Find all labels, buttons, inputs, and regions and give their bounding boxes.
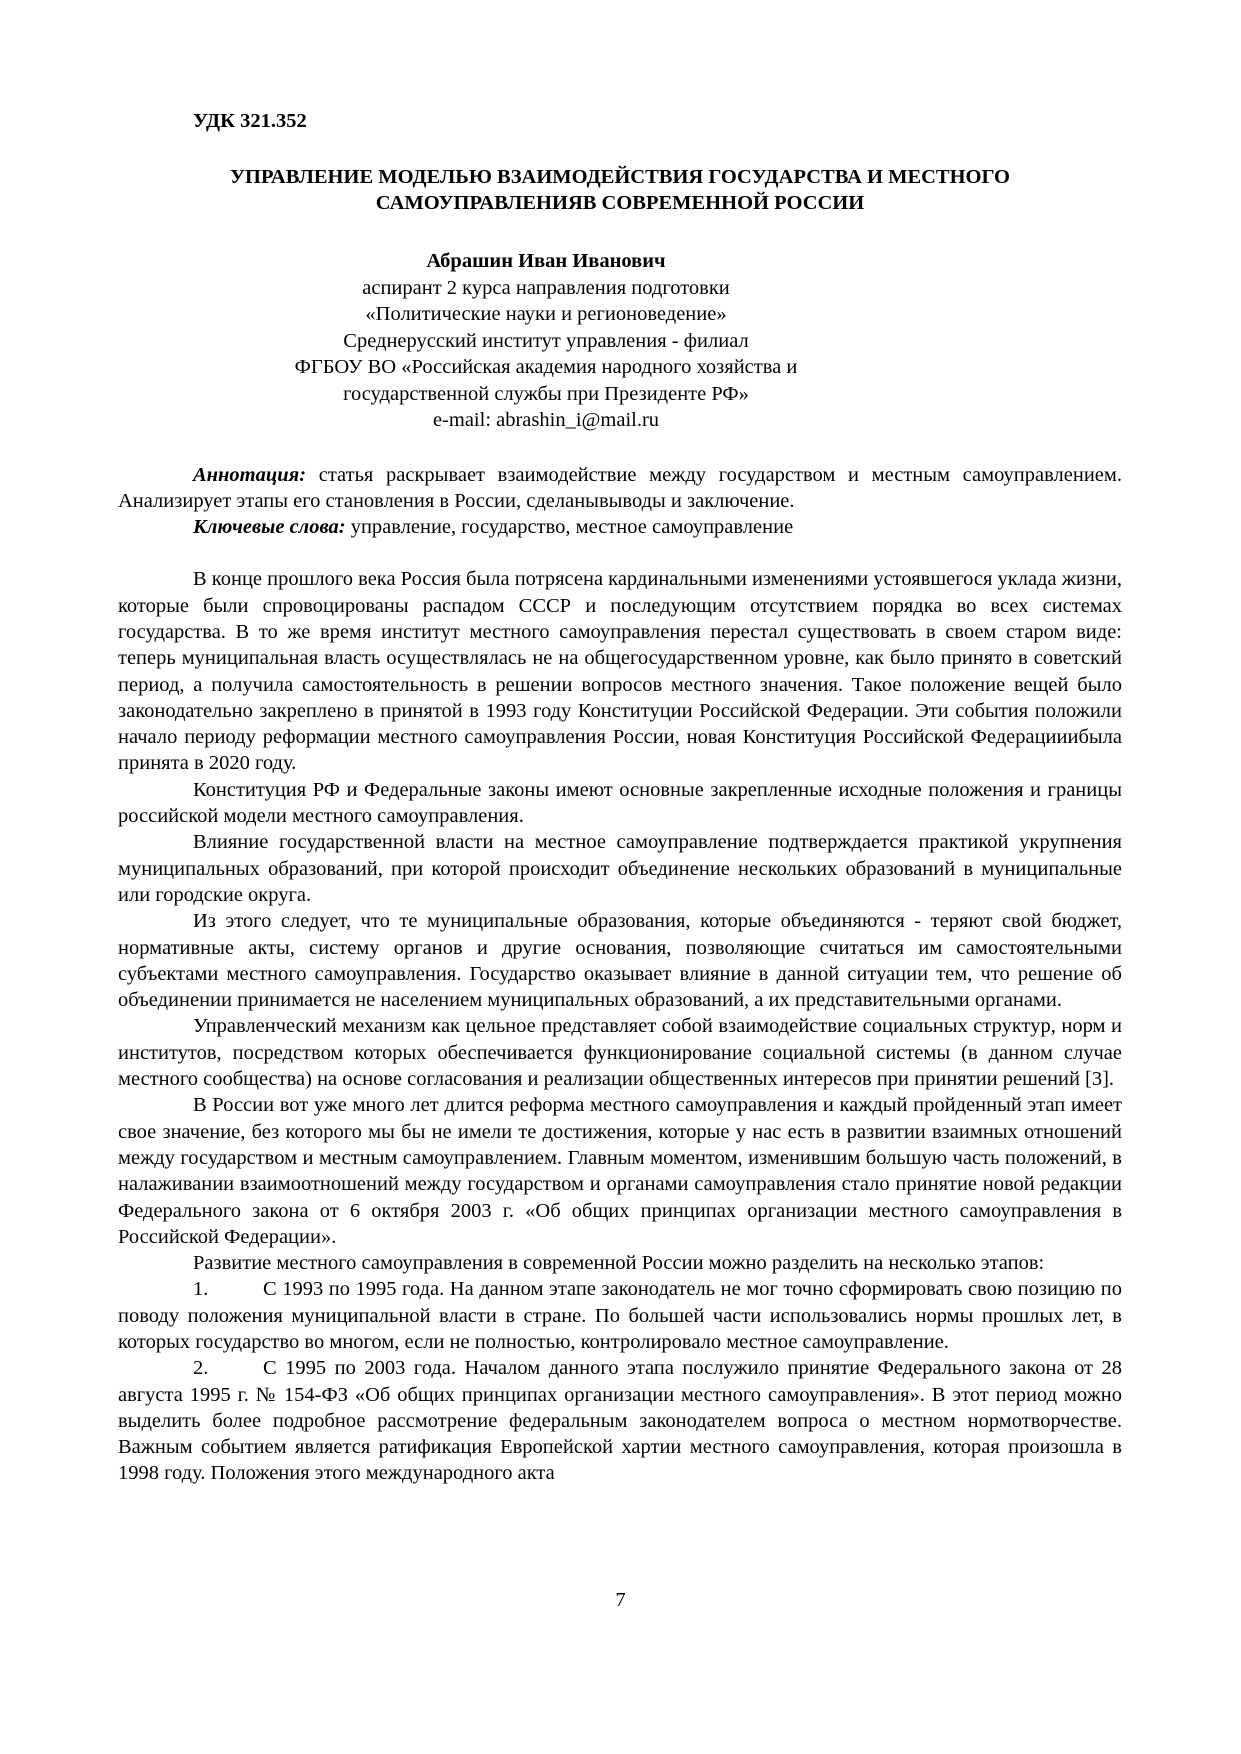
author-email: e-mail: abrashin_i@mail.ru [432,409,660,431]
title-line-1: УПРАВЛЕНИЕ МОДЕЛЬЮ ВЗАИМОДЕЙСТВИЯ ГОСУДАРСТВА И МЕСТНОГО [230,166,1010,188]
body-paragraph: Из этого следует, что те муниципальные образования, которые объединяются - теряют свой бюджет, нормативные акты, систему органов и другие основания, позволяющие считаться им самостоятельными субъектами местного самоуправления. Государство оказывает влияние в данной ситуации тем, что решение об объединении принимается не населением муниципальных образований, а их представительными органами. [118,910,1122,1012]
body-paragraph: Влияние государственной власти на местное самоуправление подтверждается практикой укрупнения муниципальных образований, при которой происходит объединение нескольких образований в муниципальные или городские округа. [118,831,1122,906]
keywords-text: управление, государство, местное самоуправление [345,516,794,539]
list-item-number: 2. [193,1357,209,1380]
keywords [118,514,1122,540]
body-paragraph: Развитие местного самоуправления в современной России можно разделить на несколько этапов: [193,1252,1045,1275]
keywords-label: Ключевые слова: [193,516,346,539]
author-name: Абрашин Иван Иванович [426,250,666,272]
udk-code: УДК 321.352 [193,110,307,132]
list-item-number: 1. [193,1278,209,1301]
author-block [266,248,826,434]
author-affiliation-line: государственной службы при Президенте РФ» [343,382,749,405]
title-line-2: САМОУПРАВЛЕНИЯВ СОВРЕМЕННОЙ РОССИИ [375,192,865,214]
list-item [118,1355,1122,1486]
body-paragraph: Конституция РФ и Федеральные законы имеют основные закрепленные исходные положения и границы российской модели местного самоуправления. [118,778,1122,828]
list-item-text: С 1995 по 2003 года. Началом данного этапа послужило принятие Федерального закона от 28 августа 1995 г. № 154-ФЗ «Об общих принципах организации местного самоуправления». В этот период можно выделить более подробное рассмотрение федеральным законодателем вопроса о местном нормотворчестве. Важным событием является ратификация Европейской хартии местного самоуправления, которая произошла в 1998 году. Положения этого международного акта [118,1357,1122,1485]
abstract-label: Аннотация: [193,463,307,486]
body-paragraph: В России вот уже много лет длится реформа местного самоуправления и каждый пройденный этап имеет свое значение, без которого мы бы не имели те достижения, которые у нас есть в развитии взаимных отношений между государством и местным самоуправлением. Главным моментом, изменившим большую часть положений, в налаживании взаимоотношений между государством и органами самоуправления стало принятие новой редакции Федерального закона от 6 октября 2003 г. «Об общих принципах организации местного самоуправления в Российской Федерации». [118,1094,1122,1248]
body-paragraph: Управленческий механизм как цельное представляет собой взаимодействие социальных структур, норм и институтов, посредством которых обеспечивается функционирование социальной системы (в данном случае местного сообщества) на основе согласования и реализации общественных интересов при принятии решений [3]. [118,1015,1122,1091]
page-number: 7 [615,1589,626,1611]
body-paragraph: В конце прошлого века Россия была потрясена кардинальными изменениями устоявшегося уклада жизни, которые были спровоцированы распадом СССР и последующим отсутствием порядка во всех системах государства. В то же время институт местного самоуправления перестал существовать в своем старом виде: теперь муниципальная власть осуществлялась не на общегосударственном уровне, как было принято в советский период, а получила самостоятельность в решении вопросов местного значения. Такое положение вещей было законодательно закреплено в принятой в 1993 году Конституции Российской Федерации. Эти события положили начало периоду реформации местного самоуправления России, новая Конституция Российской Федерацииибыла принята в 2020 году. [118,568,1123,775]
author-affiliation-line: «Политические науки и регионоведение» [365,303,727,325]
author-affiliation-line: аспирант 2 курса направления подготовки [362,276,730,299]
abstract-text: статья раскрывает взаимодействие между государством и местным самоуправлением. Анализирует этапы его становления в России, сделанывыводы и заключение. [118,463,1122,512]
list-item-text: С 1993 по 1995 года. На данном этапе законодатель не мог точно сформировать свою позицию по поводу положения муниципальной власти в стране. По большей части использовались нормы прошлых лет, в которых государство во многом, если не полностью, контролировало местное самоуправление. [118,1278,1122,1353]
author-affiliation-line: Среднерусский институт управления - филиал [343,329,749,352]
paper-page [118,108,1122,1487]
list-item [118,1276,1122,1355]
author-affiliation-line: ФГБОУ ВО «Российская академия народного хозяйства и [294,356,798,378]
abstract [118,462,1122,515]
article-title [118,164,1122,216]
